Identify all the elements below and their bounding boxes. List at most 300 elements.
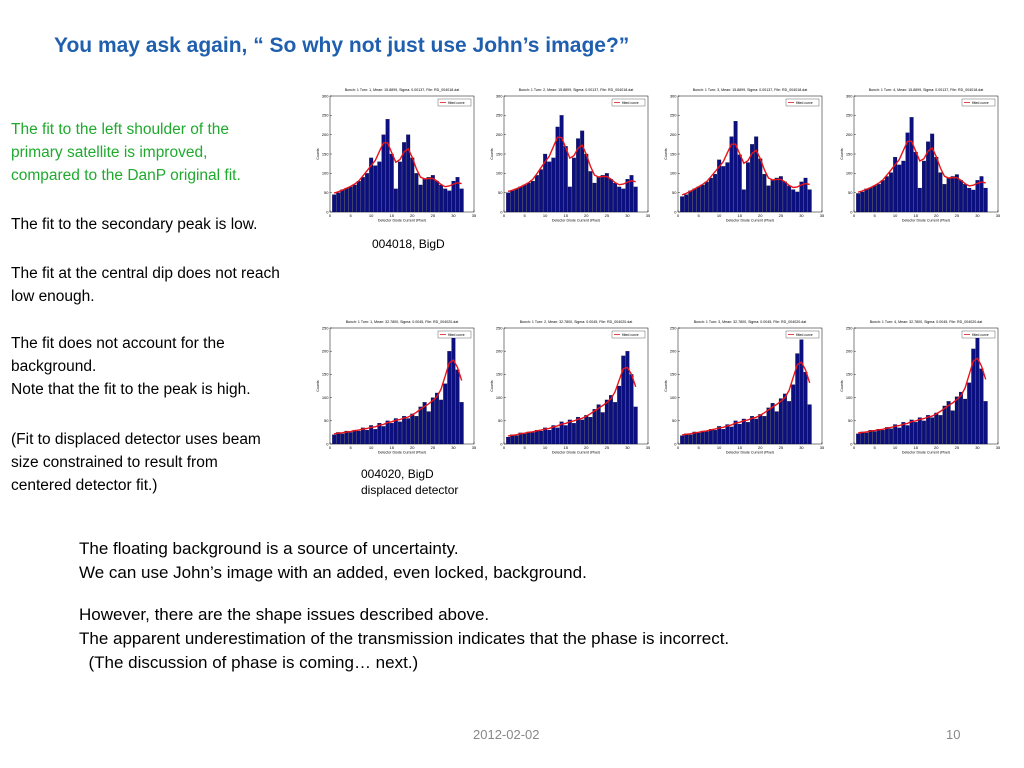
- histogram-bar: [386, 119, 390, 212]
- x-tick-label: 10: [892, 445, 898, 450]
- left-note-4: [11, 428, 341, 497]
- y-tick-label: 250: [321, 325, 329, 331]
- histogram-bar: [746, 163, 750, 212]
- x-tick-label: 10: [716, 213, 722, 218]
- green-line-2: primary satellite is improved,: [11, 144, 208, 161]
- histogram-bar: [576, 417, 580, 444]
- chart-title: Bunch: 1 Turn: 1, Mean: 15.8899, Sigma: 0.00137, File: RD_004018.dat: [344, 88, 460, 92]
- green-note: [11, 118, 341, 187]
- histogram-bar: [630, 374, 634, 444]
- histogram-plot-top-4: [840, 82, 1000, 222]
- histogram-bar: [394, 418, 398, 444]
- histogram-bar: [804, 372, 808, 444]
- left-note-3-line-3: Note that the fit to the peak is high.: [11, 381, 251, 398]
- histogram-bar: [361, 177, 365, 212]
- x-tick-label: 25: [778, 445, 784, 450]
- x-tick-label: 15: [913, 445, 918, 450]
- histogram-svg: [490, 314, 650, 454]
- y-tick-label: 150: [495, 151, 503, 157]
- histogram-bar: [881, 180, 885, 212]
- histogram-plot-bottom-3: [664, 314, 824, 454]
- histogram-bar: [589, 417, 593, 444]
- histogram-bar: [767, 408, 771, 444]
- histogram-bar: [943, 184, 947, 212]
- histogram-bar: [906, 425, 910, 444]
- x-tick-label: 35: [471, 213, 476, 218]
- histogram-bar: [427, 412, 431, 444]
- histogram-bar: [758, 414, 762, 444]
- x-tick-label: 5: [697, 445, 700, 450]
- x-tick-label: 0: [852, 445, 856, 450]
- y-axis-label: Counts: [490, 380, 494, 392]
- histogram-bar: [580, 131, 584, 212]
- histogram-bar: [910, 117, 914, 212]
- y-tick-label: 150: [495, 371, 503, 377]
- histogram-bar: [779, 176, 783, 212]
- histogram-bar: [621, 189, 625, 212]
- histogram-bar: [613, 183, 617, 212]
- histogram-bar: [365, 430, 369, 444]
- histogram-bar: [939, 173, 943, 212]
- histogram-svg: [316, 314, 476, 454]
- x-tick-label: 25: [604, 213, 610, 218]
- left-note-3-line-1: The fit does not account for the: [11, 335, 225, 352]
- y-tick-label: 50: [324, 189, 329, 195]
- histogram-bar: [746, 422, 750, 444]
- histogram-bar: [787, 401, 791, 444]
- histogram-bar: [869, 430, 873, 444]
- histogram-bar: [332, 435, 336, 444]
- histogram-bar: [697, 433, 701, 444]
- histogram-bar: [860, 192, 864, 212]
- x-tick-label: 10: [368, 445, 374, 450]
- histogram-bar: [897, 428, 901, 444]
- histogram-bar: [856, 193, 860, 212]
- x-tick-label: 35: [995, 213, 1000, 218]
- green-line-3: compared to the DanP original fit.: [11, 167, 241, 184]
- y-tick-label: 0: [674, 441, 677, 447]
- histogram-bar: [955, 397, 959, 444]
- histogram-bar: [959, 180, 963, 212]
- y-tick-label: 250: [495, 112, 503, 118]
- histogram-bar: [976, 335, 980, 444]
- x-tick-label: 0: [328, 445, 332, 450]
- y-tick-label: 50: [324, 418, 329, 424]
- body-line-1: The floating background is a source of uncertainty.: [79, 539, 459, 558]
- y-tick-label: 100: [845, 394, 853, 400]
- body-line-4: The apparent underestimation of the transmission indicates that the phase is incorrect.: [79, 629, 730, 648]
- histogram-bar: [717, 426, 721, 444]
- x-tick-label: 10: [892, 213, 898, 218]
- histogram-bar: [771, 180, 775, 212]
- y-axis-label: Counts: [316, 380, 320, 392]
- histogram-bar: [547, 162, 551, 212]
- x-tick-label: 35: [995, 445, 1000, 450]
- histogram-bar: [584, 415, 588, 444]
- body-line-5: (The discussion of phase is coming… next.): [79, 653, 419, 672]
- histogram-bar: [705, 182, 709, 212]
- histogram-bar: [539, 431, 543, 444]
- y-axis-label: Counts: [490, 148, 494, 160]
- y-axis-label: Counts: [316, 148, 320, 160]
- histogram-bar: [877, 429, 881, 444]
- histogram-bar: [345, 188, 349, 212]
- x-tick-label: 0: [328, 213, 332, 218]
- histogram-bar: [709, 429, 713, 444]
- histogram-bar: [864, 189, 868, 212]
- y-tick-label: 100: [845, 170, 853, 176]
- histogram-bar: [423, 402, 427, 444]
- y-tick-label: 50: [848, 418, 853, 424]
- histogram-bar: [684, 434, 688, 444]
- histogram-bar: [626, 179, 630, 212]
- histogram-bar: [410, 414, 414, 444]
- histogram-bar: [601, 175, 605, 212]
- histogram-bar: [984, 188, 988, 212]
- histogram-bar: [795, 192, 799, 212]
- histogram-bar: [775, 412, 779, 444]
- histogram-plot-top-2: [490, 82, 650, 222]
- histogram-bar: [971, 190, 975, 212]
- histogram-bar: [877, 184, 881, 212]
- histogram-bar: [902, 161, 906, 212]
- x-tick-label: 0: [676, 445, 680, 450]
- chart-title: Bunch: 1 Turn: 1, Mean: 32.7800, Sigma: 0.0045, File: RD_004020.dat: [345, 320, 459, 324]
- histogram-bar: [713, 430, 717, 444]
- x-tick-label: 0: [852, 213, 856, 218]
- histogram-bar: [742, 419, 746, 444]
- left-note-4-line-1: (Fit to displaced detector uses beam: [11, 431, 261, 448]
- histogram-bar: [783, 182, 787, 212]
- x-tick-label: 10: [716, 445, 722, 450]
- y-tick-label: 100: [669, 394, 677, 400]
- histogram-bar: [460, 402, 464, 444]
- legend-label: fitted curve: [448, 101, 465, 105]
- y-tick-label: 200: [669, 348, 677, 354]
- histogram-bar: [373, 166, 377, 212]
- histogram-bar: [431, 175, 435, 212]
- y-axis-label: Counts: [664, 148, 668, 160]
- x-tick-label: 20: [584, 213, 589, 218]
- histogram-bar: [730, 427, 734, 444]
- x-tick-label: 30: [451, 445, 456, 450]
- histogram-bar: [580, 420, 584, 444]
- histogram-bar: [701, 431, 705, 444]
- left-note-3-line-2: background.: [11, 358, 97, 375]
- x-tick-label: 15: [737, 213, 742, 218]
- x-tick-label: 30: [625, 445, 630, 450]
- histogram-bar: [634, 187, 638, 212]
- x-axis-label: Detector Diode Current (Pixel): [725, 218, 775, 222]
- histogram-bar: [543, 428, 547, 444]
- body-paragraph-2: [79, 603, 729, 675]
- histogram-bar: [926, 415, 930, 444]
- histogram-bar: [693, 189, 697, 212]
- histogram-bar: [452, 337, 456, 444]
- y-tick-label: 50: [672, 418, 677, 424]
- histogram-svg: [490, 82, 650, 222]
- caption-bottom-line-2: displaced detector: [361, 483, 459, 497]
- histogram-bar: [613, 402, 617, 444]
- x-tick-label: 30: [799, 445, 804, 450]
- legend-label: fitted curve: [972, 333, 989, 337]
- x-axis-label: Detector Diode Current (Pixel): [551, 218, 601, 222]
- histogram-bar: [593, 409, 597, 444]
- y-tick-label: 50: [498, 189, 503, 195]
- histogram-bar: [734, 121, 738, 212]
- y-tick-label: 200: [495, 131, 503, 137]
- y-tick-label: 150: [669, 371, 677, 377]
- histogram-bar: [726, 425, 730, 444]
- y-axis-label: Counts: [664, 380, 668, 392]
- y-tick-label: 250: [495, 325, 503, 331]
- histogram-bar: [738, 424, 742, 444]
- histogram-bar: [800, 340, 804, 444]
- caption-top: 004018, BigD: [372, 237, 445, 251]
- histogram-bar: [349, 187, 353, 212]
- x-tick-label: 35: [471, 445, 476, 450]
- x-axis-label: Detector Diode Current (Pixel): [377, 218, 427, 222]
- histogram-bar: [984, 401, 988, 444]
- histogram-bar: [527, 432, 531, 444]
- x-tick-label: 30: [625, 213, 630, 218]
- histogram-bar: [357, 431, 361, 444]
- histogram-svg: [664, 82, 824, 222]
- x-tick-label: 10: [368, 213, 374, 218]
- y-tick-label: 150: [669, 151, 677, 157]
- slide-title: You may ask again, “ So why not just use John’s image?”: [54, 34, 630, 57]
- histogram-bar: [902, 422, 906, 444]
- y-tick-label: 250: [845, 325, 853, 331]
- histogram-bar: [758, 159, 762, 212]
- histogram-bar: [705, 431, 709, 444]
- y-axis-label: Counts: [840, 380, 844, 392]
- x-axis-label: Detector Diode Current (Pixel): [901, 450, 951, 454]
- y-tick-label: 200: [321, 131, 329, 137]
- y-tick-label: 50: [848, 189, 853, 195]
- histogram-svg: [840, 82, 1000, 222]
- histogram-bar: [754, 419, 758, 444]
- y-tick-label: 100: [495, 170, 503, 176]
- histogram-bar: [427, 177, 431, 212]
- x-tick-label: 30: [975, 445, 980, 450]
- left-note-2: [11, 262, 341, 308]
- histogram-bar: [361, 428, 365, 444]
- histogram-bar: [939, 415, 943, 444]
- histogram-bar: [808, 405, 812, 444]
- y-tick-label: 200: [495, 348, 503, 354]
- histogram-bar: [688, 191, 692, 212]
- x-tick-label: 5: [523, 445, 526, 450]
- histogram-bar: [506, 193, 510, 212]
- caption-bottom-line-1: 004020, BigD: [361, 467, 434, 481]
- histogram-bar: [742, 190, 746, 212]
- y-tick-label: 250: [321, 112, 329, 118]
- x-tick-label: 20: [758, 445, 763, 450]
- histogram-svg: [316, 82, 476, 222]
- chart-title: Bunch: 1 Turn: 2, Mean: 15.8899, Sigma: 0.00137, File: RD_004018.dat: [518, 88, 634, 92]
- histogram-bar: [415, 173, 419, 212]
- histogram-bar: [889, 173, 893, 212]
- histogram-bar: [535, 430, 539, 444]
- histogram-bar: [791, 385, 795, 444]
- histogram-bar: [914, 422, 918, 444]
- histogram-bar: [402, 416, 406, 444]
- histogram-bar: [873, 186, 877, 212]
- histogram-bar: [431, 398, 435, 444]
- histogram-bar: [456, 370, 460, 444]
- histogram-bar: [593, 183, 597, 212]
- x-tick-label: 10: [542, 213, 548, 218]
- histogram-bar: [713, 174, 717, 212]
- x-tick-label: 5: [873, 213, 876, 218]
- histogram-plot-top-3: [664, 82, 824, 222]
- histogram-plot-top-1: [316, 82, 476, 222]
- histogram-bar: [378, 162, 382, 212]
- histogram-bar: [955, 174, 959, 212]
- histogram-bar: [951, 411, 955, 444]
- y-tick-label: 200: [669, 131, 677, 137]
- y-tick-label: 100: [321, 170, 329, 176]
- histogram-bar: [353, 185, 357, 212]
- histogram-bar: [531, 432, 535, 444]
- x-tick-label: 35: [645, 445, 650, 450]
- x-axis-label: Detector Diode Current (Pixel): [551, 450, 601, 454]
- histogram-bar: [684, 195, 688, 212]
- histogram-bar: [386, 421, 390, 444]
- histogram-bar: [406, 418, 410, 444]
- y-tick-label: 100: [669, 170, 677, 176]
- histogram-plot-bottom-1: [316, 314, 476, 454]
- left-note-1: The fit to the secondary peak is low.: [11, 216, 258, 233]
- histogram-bar: [750, 416, 754, 444]
- histogram-bar: [947, 401, 951, 444]
- histogram-bar: [617, 386, 621, 444]
- histogram-bar: [680, 197, 684, 212]
- histogram-svg: [840, 314, 1000, 454]
- x-tick-label: 35: [819, 445, 824, 450]
- histogram-bar: [340, 190, 344, 212]
- histogram-bar: [568, 187, 572, 212]
- histogram-bar: [560, 115, 564, 212]
- x-tick-label: 25: [954, 445, 960, 450]
- x-axis-label: Detector Diode Current (Pixel): [901, 218, 951, 222]
- histogram-bar: [523, 434, 527, 444]
- histogram-bar: [340, 434, 344, 444]
- histogram-bar: [609, 395, 613, 444]
- histogram-bar: [930, 418, 934, 444]
- x-tick-label: 20: [934, 213, 939, 218]
- histogram-bar: [336, 432, 340, 444]
- histogram-bar: [415, 416, 419, 444]
- chart-title: Bunch: 1 Turn: 2, Mean: 32.7800, Sigma: 0.0045, File: RD_004020.dat: [519, 320, 633, 324]
- histogram-bar: [918, 418, 922, 444]
- histogram-bar: [439, 185, 443, 212]
- chart-title: Bunch: 1 Turn: 4, Mean: 32.7800, Sigma: 0.0045, File: RD_004020.dat: [869, 320, 983, 324]
- left-note-2-line-1: The fit at the central dip does not reach: [11, 265, 280, 282]
- histogram-bar: [763, 416, 767, 444]
- histogram-bar: [721, 166, 725, 212]
- x-tick-label: 25: [954, 213, 960, 218]
- histogram-bar: [439, 400, 443, 444]
- green-line-1: The fit to the left shoulder of the: [11, 121, 229, 138]
- histogram-bar: [365, 173, 369, 212]
- histogram-bar: [626, 351, 630, 444]
- histogram-bar: [443, 189, 447, 212]
- histogram-bar: [564, 425, 568, 444]
- histogram-bar: [914, 152, 918, 212]
- y-tick-label: 300: [495, 93, 503, 99]
- left-note-4-line-3: centered detector fit.): [11, 477, 158, 494]
- x-tick-label: 35: [819, 213, 824, 218]
- x-tick-label: 25: [430, 445, 436, 450]
- footer-date: 2012-02-02: [473, 727, 540, 742]
- body-paragraph-1: [79, 537, 587, 585]
- histogram-bar: [410, 158, 414, 212]
- y-tick-label: 50: [498, 418, 503, 424]
- y-tick-label: 50: [672, 189, 677, 195]
- histogram-bar: [885, 176, 889, 212]
- x-tick-label: 30: [799, 213, 804, 218]
- histogram-bar: [726, 163, 730, 212]
- histogram-bar: [943, 406, 947, 444]
- x-tick-label: 10: [542, 445, 548, 450]
- histogram-bar: [721, 429, 725, 444]
- histogram-bar: [406, 135, 410, 212]
- body-line-3: However, there are the shape issues described above.: [79, 605, 490, 624]
- y-tick-label: 100: [495, 394, 503, 400]
- histogram-bar: [754, 137, 758, 212]
- histogram-bar: [552, 158, 556, 212]
- y-tick-label: 0: [326, 209, 329, 215]
- y-tick-label: 250: [845, 112, 853, 118]
- histogram-bar: [787, 186, 791, 212]
- histogram-bar: [697, 187, 701, 212]
- histogram-bar: [601, 412, 605, 444]
- histogram-bar: [609, 179, 613, 212]
- histogram-bar: [443, 384, 447, 444]
- histogram-bar: [460, 189, 464, 212]
- histogram-bar: [701, 185, 705, 212]
- legend-label: fitted curve: [972, 101, 989, 105]
- histogram-bar: [881, 430, 885, 444]
- histogram-bar: [357, 181, 361, 212]
- histogram-bar: [934, 413, 938, 444]
- x-tick-label: 0: [502, 445, 506, 450]
- chart-title: Bunch: 1 Turn: 4, Mean: 15.8899, Sigma: 0.00137, File: RD_004018.dat: [868, 88, 984, 92]
- histogram-bar: [951, 176, 955, 212]
- y-tick-label: 200: [845, 131, 853, 137]
- histogram-bar: [527, 183, 531, 212]
- x-tick-label: 15: [389, 445, 394, 450]
- chart-title: Bunch: 1 Turn: 3, Mean: 15.8899, Sigma: 0.00137, File: RD_004018.dat: [692, 88, 808, 92]
- histogram-bar: [779, 399, 783, 444]
- caption-bottom: [361, 466, 458, 498]
- legend-label: fitted curve: [796, 101, 813, 105]
- histogram-bar: [897, 165, 901, 212]
- histogram-bar: [808, 190, 812, 212]
- histogram-bar: [963, 184, 967, 212]
- histogram-bar: [398, 162, 402, 212]
- histogram-bar: [967, 383, 971, 444]
- x-axis-label: Detector Diode Current (Pixel): [377, 450, 427, 454]
- histogram-bar: [767, 186, 771, 212]
- histogram-bar: [783, 394, 787, 444]
- y-tick-label: 0: [674, 209, 677, 215]
- histogram-bar: [349, 432, 353, 444]
- histogram-bar: [514, 189, 518, 212]
- histogram-bar: [373, 429, 377, 444]
